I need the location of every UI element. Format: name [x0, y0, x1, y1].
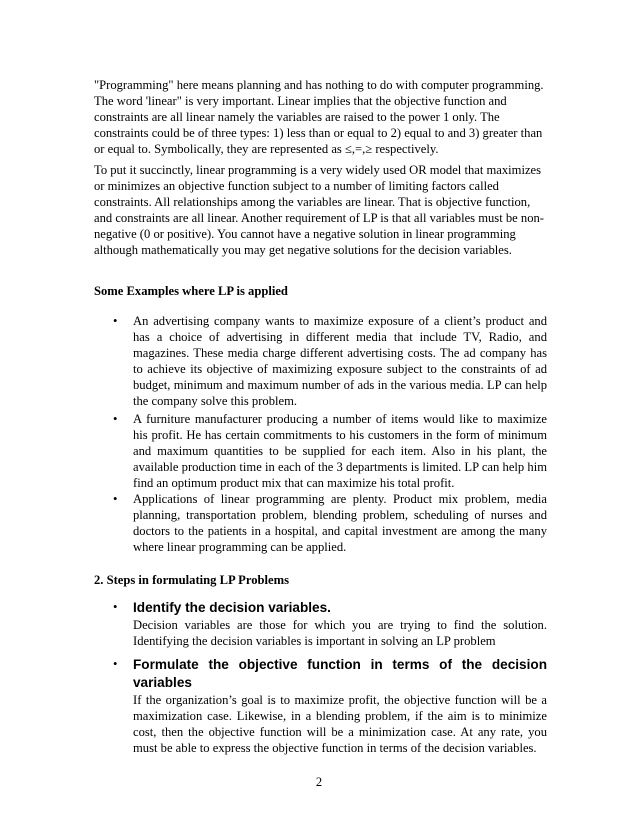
step-text: If the organization’s goal is to maximize profit, the objective function will be a maximization case. Likewise, in a blending problem, if the aim is to minimize cost, then the objective function will be a minimization case. At any rate, you must be able to express the objective function in terms of the decision variables.: [133, 693, 547, 755]
step-title: Formulate the objective function in terms of the decision variables: [133, 657, 547, 690]
example-text: An advertising company wants to maximize exposure of a client’s product and has a choice of advertising in different media that include TV, Radio, and magazines. These media charge different advertising costs. The ad company has to achieve its objective of maximizing exposure subject to the constraints of ad budget, minimum and maximum number of ads in the various media. LP can help the company solve this problem.: [133, 314, 547, 408]
bullet-icon: •: [113, 412, 118, 426]
bullet-icon: •: [113, 492, 118, 506]
bullet-icon: •: [113, 600, 118, 614]
examples-heading: Some Examples where LP is applied: [94, 284, 288, 298]
bullet-icon: •: [113, 314, 118, 328]
page-number: 2: [315, 775, 323, 789]
steps-heading: 2. Steps in formulating LP Problems: [94, 573, 289, 587]
bullet-icon: •: [113, 657, 118, 671]
step-text: Decision variables are those for which you are trying to find the solution. Identifying the decision variables is important in solving an LP problem: [133, 618, 547, 648]
example-text: Applications of linear programming are plenty. Product mix problem, media planning, transportation problem, blending problem, scheduling of nurses and doctors to the patients in a hospital, and capital investment are among the many where linear programming can be applied.: [133, 492, 547, 554]
step-body: [133, 656, 547, 756]
intro-paragraph-1: "Programming" here means planning and has nothing to do with computer programming. The word 'linear" is very important. Linear implies that the objective function and constraints are all linear namely the variables are raised to the power 1 only. The constraints could be of three types: 1) less than or equal to 2) equal to and 3) greater than or equal to. Symbolically, they are represented as ≤,=,≥ respectively.: [94, 78, 544, 156]
step-title: Identify the decision variables.: [133, 600, 331, 615]
intro-paragraph-2: To put it succinctly, linear programming is a very widely used OR model that maximizes or minimizes an objective function subject to a number of limiting factors called constraints. All relationships among the variables are linear. That is objective function, and constraints are all linear. Another requirement of LP is that all variables must be non-negative (0 or positive). You cannot have a negative solution in linear programming although mathematically you may get negative solutions for the decision variables.: [94, 163, 544, 257]
step-body: [133, 599, 547, 649]
example-text: A furniture manufacturer producing a number of items would like to maximize his profit. He has certain commitments to his customers in the form of minimum and maximum quantities to be supplied for each item. Also in his plant, the available production time in each of the 3 departments is limited. LP can help him find an optimum product mix that can maximize his total profit.: [133, 412, 547, 490]
